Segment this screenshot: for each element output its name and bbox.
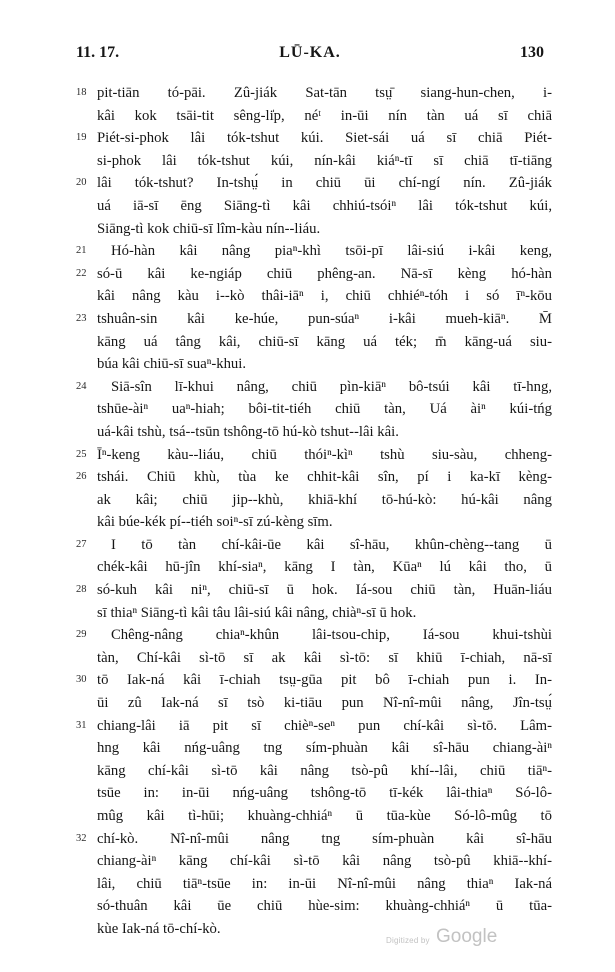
line-text: Īⁿ-keng kàu--liáu, chiū thóiⁿ-kìⁿ tshù siu-sàu, chheng- — [97, 446, 552, 463]
text-line — [76, 760, 552, 783]
text-line — [76, 285, 552, 308]
text-line — [76, 218, 552, 241]
line-text: ūi zû Iak-ná sī tsò ki-tiāu pun Nî-nî-mûi nâng, Jîn-tsṳ́ — [97, 695, 552, 712]
verse-number: 26 — [76, 471, 87, 483]
watermark-prefix: Digitized by — [386, 936, 430, 945]
text-line — [76, 172, 552, 195]
line-text: sī thiaⁿ Siāng-tì kâi tâu lâi-siú kâi nâng, chiàⁿ-sī ū hok. — [97, 604, 417, 621]
text-line — [76, 692, 552, 715]
text-line — [76, 895, 552, 918]
verse-number: 30 — [76, 674, 87, 686]
digitized-by-google-watermark — [386, 926, 516, 950]
verse-number: 32 — [76, 832, 87, 844]
text-line — [76, 127, 552, 150]
text-line — [76, 873, 552, 896]
text-line — [76, 556, 552, 579]
verse-number: 29 — [76, 629, 87, 641]
line-text: Chêng-nâng chiaⁿ-khûn lâi-tsou-chip, Iá-sou khui-tshùi — [111, 627, 552, 644]
text-line — [76, 331, 552, 354]
verse-number: 21 — [76, 245, 87, 257]
line-text: chék-kâi hū-jîn khí-siaⁿ, kāng I tàn, Kūaⁿ lú kâi tho, ū — [97, 559, 552, 576]
text-line — [76, 850, 552, 873]
text-line — [76, 195, 552, 218]
text-line — [76, 602, 552, 625]
line-text: Siā-sîn lī-khui nâng, chiū pìn-kiāⁿ bô-tsúi kâi tī-hng, — [111, 378, 552, 395]
text-line — [76, 782, 552, 805]
text-line — [76, 240, 552, 263]
chapter-verse-reference: 11. 17. — [76, 44, 120, 61]
text-line — [76, 805, 552, 828]
book-title: LŪ-KA. — [279, 44, 341, 61]
text-line — [76, 647, 552, 670]
line-text: kâi búe-kék pí--tiéh soiⁿ-sī zú-kèng sīm. — [97, 514, 333, 531]
text-line — [76, 82, 552, 105]
line-text: chí-kò. Nî-nî-mûi nâng tng sím-phuàn kâi sî-hāu — [97, 830, 552, 847]
text-line — [76, 511, 552, 534]
line-text: I tō tàn chí-kâi-ūe kâi sî-hāu, khûn-chèng--tang ū — [111, 536, 552, 553]
verse-number: 19 — [76, 132, 87, 144]
text-line — [76, 489, 552, 512]
line-text: tō Iak-ná kâi ī-chiah tsṳ-gūa pit bô ī-chiah pun i. In- — [97, 672, 552, 689]
text-line — [76, 669, 552, 692]
verse-number: 27 — [76, 538, 87, 550]
text-line — [76, 308, 552, 331]
text-line — [76, 263, 552, 286]
verse-number: 23 — [76, 312, 87, 324]
line-text: kāng chí-kâi sì-tō kâi nâng tsò-pû khí--lâi, chiū tiāⁿ- — [97, 762, 552, 779]
verse-number: 20 — [76, 177, 87, 189]
running-header — [76, 44, 544, 66]
verse-number: 31 — [76, 719, 87, 731]
line-text: ak kâi; chiū jip--khù, khiā-khí tō-hú-kò: hú-kâi nâng — [97, 491, 552, 508]
text-line — [76, 105, 552, 128]
line-text: si-phok lâi tók-tshut kúi, nín-kâi kiáⁿ-tī sī chiā tī-tiāng — [97, 152, 552, 169]
verse-number: 24 — [76, 380, 87, 392]
line-text: Piét-si-phok lâi tók-tshut kúi. Siet-sái uá sī chiā Piét- — [97, 130, 552, 147]
text-line — [76, 353, 552, 376]
line-text: kāng uá tâng kâi, chiū-sī kāng uá ték; m̄ kāng-uá siu- — [97, 333, 552, 350]
line-text: só-ū kâi ke-ngiáp chiū phêng-an. Nā-sī kèng hó-hàn — [97, 265, 552, 282]
line-text: tshái. Chiū khù, tùa ke chhit-kâi sîn, pí i ka-kī kèng- — [97, 469, 552, 486]
text-line — [76, 737, 552, 760]
text-line — [76, 624, 552, 647]
line-text: só-kuh kâi niⁿ, chiū-sī ū hok. Iá-sou chiū tàn, Huān-liáu — [97, 582, 552, 599]
line-text: chiang-lâi iā pit sī chièⁿ-seⁿ pun chí-kâi sì-tō. Lâm- — [97, 717, 552, 734]
line-text: kâi kok tsāi-tit sêng-li̍p, néᵗ in-ūi nín tàn uá sī chiā — [97, 107, 552, 124]
verse-number: 28 — [76, 584, 87, 596]
line-text: Hó-hàn kâi nâng piaⁿ-khì tsōi-pī lâi-siú i-kâi keng, — [111, 243, 552, 260]
line-text: hng kâi nńg-uâng tng sím-phuàn kâi sî-hāu chiang-àiⁿ — [97, 740, 552, 757]
verse-number: 25 — [76, 448, 87, 460]
body-text — [76, 82, 552, 941]
page-number: 130 — [520, 44, 544, 61]
text-line — [76, 466, 552, 489]
line-text: chiang-àiⁿ kāng chí-kâi sì-tō kâi nâng tsò-pû khiā--khí- — [97, 853, 552, 870]
line-text: pit-tiān tó-pāi. Zû-jiák Sat-tān tsṳ̄ siang-hun-chen, i- — [97, 85, 552, 101]
verse-number: 22 — [76, 267, 87, 279]
google-logo: Google — [436, 926, 498, 947]
text-line — [76, 421, 552, 444]
line-text: Siāng-tì kok chiū-sī lîm-kàu nín--liáu. — [97, 220, 321, 237]
line-text: kâi nâng kàu i--kò thâi-iāⁿ i, chiū chhiéⁿ-tóh i só īⁿ-kōu — [97, 288, 552, 305]
text-line — [76, 398, 552, 421]
text-line — [76, 150, 552, 173]
line-text: tsūe in: in-ūi nńg-uâng tshông-tō tī-kék lâi-thiaⁿ Só-lô- — [97, 785, 552, 802]
text-line — [76, 534, 552, 557]
text-line — [76, 828, 552, 851]
verse-number: 18 — [76, 87, 87, 98]
line-text: uá-kâi tshù, tsá--tsūn tshông-tō hú-kò tshut--lâi kâi. — [97, 423, 399, 440]
line-text: lâi, chiū tiāⁿ-tsūe in: in-ūi Nî-nî-mûi nâng thiaⁿ Iak-ná — [97, 875, 552, 892]
line-text: tàn, Chí-kâi sì-tō sī ak kâi sì-tō: sī khiū ī-chiah, nā-sī — [97, 649, 552, 666]
line-text: búa kâi chiū-sī suaⁿ-khui. — [97, 356, 247, 373]
line-text: tshūe-àiⁿ uaⁿ-hiah; bôi-tit-tiéh chiū tàn, Uá àiⁿ kúi-tńg — [97, 401, 552, 418]
text-line — [76, 444, 552, 467]
line-text: tshuân-sin kâi ke-húe, pun-súaⁿ i-kâi mueh-kiāⁿ. M̄ — [97, 310, 552, 327]
line-text: mûg kâi tì-hūi; khuàng-chhiáⁿ ū tūa-kùe Só-lô-mûg tō — [97, 808, 552, 824]
line-text: lâi tók-tshut? In-tshṳ́ in chiū ūi chí-ngí nín. Zû-jiák — [97, 175, 552, 192]
text-line — [76, 579, 552, 602]
line-text: kùe Iak-ná tō-chí-kò. — [97, 920, 221, 937]
text-line — [76, 376, 552, 399]
line-text: uá iā-sī ēng Siāng-tì kâi chhiú-tsóiⁿ lâi tók-tshut kúi, — [97, 197, 552, 214]
line-text: só-thuân kâi ūe chiū hùe-sim: khuàng-chhiáⁿ ū tūa- — [97, 898, 552, 915]
text-line — [76, 715, 552, 738]
